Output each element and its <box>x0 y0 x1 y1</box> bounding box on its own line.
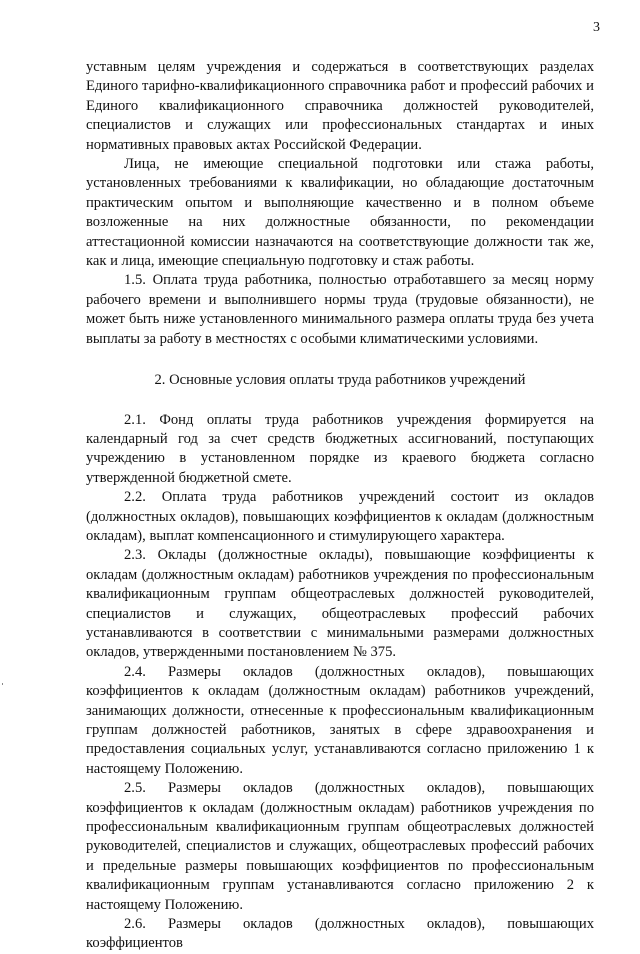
paragraph-2-4: 2.4. Размеры окладов (должностных окладов), повышающих коэффициентов к окладам (должностным окладам) работников учреждений, занимающих должности, отнесенные к профессиональным квалификационным группам должностей работников, занятых в сфере здравоохранения и предоставления социальных услуг, устанавливаются согласно приложению 1 к настоящему Положению. <box>86 663 594 777</box>
paragraph-2-1: 2.1. Фонд оплаты труда работников учреждения формируется на календарный год за счет средств бюджетных ассигнований, поступающих учреждению в установленном порядке из краевого бюджета согласно утвержденной бюджетной смете. <box>86 411 594 486</box>
paragraph-2-3: 2.3. Оклады (должностные оклады), повышающие коэффициенты к окладам (должностным окладам) работников учреждения по профессиональным квалификационным группам общеотраслевых должностей руководителей, специалистов и служащих, общеотраслевых профессий рабочих устанавливаются в соответствии с минимальными размерами должностных окладов, утвержденными постановлением № 375. <box>86 547 594 661</box>
paragraph-continuation: уставным целям учреждения и содержаться в соответствующих разделах Единого тарифно-квалификационного справочника работ и профессий рабочих и Единого квалификационного справочника должностей руководителей, специалистов и служащих или профессиональных стандартах и иных нормативных правовых актах Российской Федерации. <box>86 59 594 153</box>
paragraph-qualification-exception: Лица, не имеющие специальной подготовки или стажа работы, установленных требованиями к квалификации, но обладающие достаточным практическим опытом и выполняющие качественно и в полном объеме возложенные на них должностные обязанности, по рекомендации аттестационной комиссии назначаются на соответствующие должности так же, как и лица, имеющие специальную подготовку и стаж работы. <box>86 156 594 270</box>
section-heading: 2. Основные условия оплаты труда работников учреждений <box>154 372 526 389</box>
paragraph-2-5: 2.5. Размеры окладов (должностных окладов), повышающих коэффициентов к окладам (должностным окладам) работников учреждения по профессиональным квалификационным группам общеотраслевых должностей руководителей, специалистов и служащих, общеотраслевых профессий рабочих и предельные размеры повышающих коэффициентов по профессиональным квалификационным группам устанавливаются согласно приложению 2 к настоящему Положению. <box>86 780 594 913</box>
document-body <box>86 58 594 954</box>
paragraph-1-5: 1.5. Оплата труда работника, полностью отработавшего за месяц норму рабочего времени и выполнившего нормы труда (трудовые обязанности), не может быть ниже установленного минимального размера оплаты труда без учета выплаты за работу в местностях с особыми климатическими условиями. <box>86 272 594 347</box>
paragraph-2-2: 2.2. Оплата труда работников учреждений состоит из окладов (должностных окладов), повышающих коэффициентов к окладам (должностным окладам), выплат компенсационного и стимулирующего характера. <box>86 489 594 544</box>
margin-speck <box>2 683 3 685</box>
page-number: 3 <box>593 20 600 35</box>
paragraph-2-6: 2.6. Размеры окладов (должностных окладов), повышающих коэффициентов <box>86 916 594 952</box>
